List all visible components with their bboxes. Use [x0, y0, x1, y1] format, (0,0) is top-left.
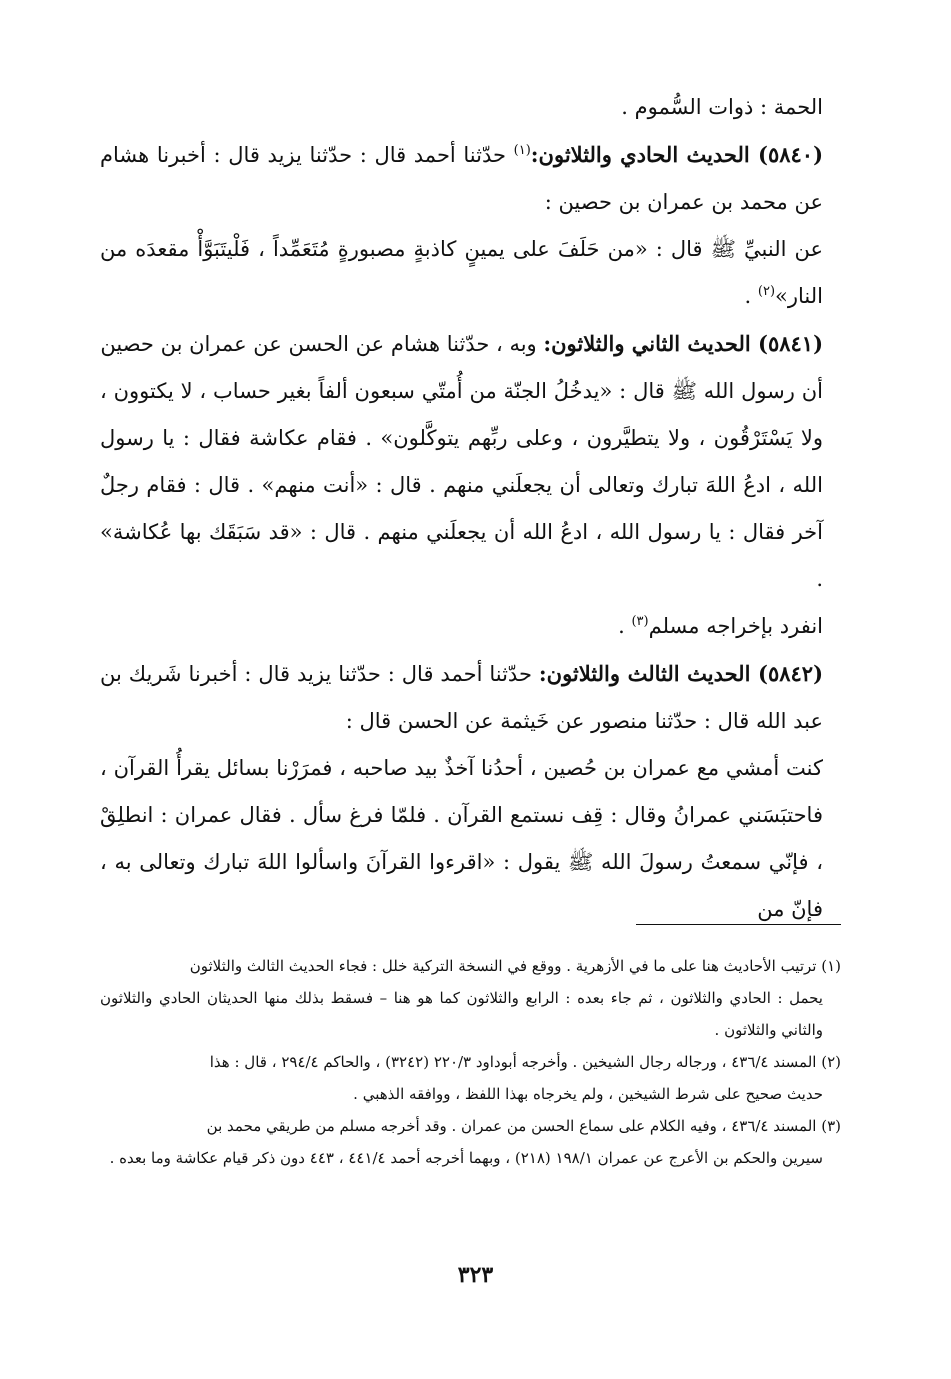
hadith-5842-chain: حدّثنا أحمد قال : حدّثنا يزيد قال : أخبرنا شَريك بن عبد الله قال : حدّثنا منصور عن خَيثمة عن الحسن قال :	[100, 662, 823, 733]
footnote-divider	[636, 924, 841, 925]
footnote-1-first: (١) ترتيب الأحاديث هنا على ما في الأزهرية . ووقع في النسخة التركية خلل : فجاء الحديث الثالث والثلاثون	[189, 957, 841, 975]
hadith-5841-matn: أن رسول الله ﷺ قال : «يدخُلُ الجنّة من أُمتّي سبعون ألفاً بغير حساب ، لا يكتوون ، ولا يَسْتَرْقُون ، ولا يتطيَّرون ، وعلى ربِّهم يتوكَّلون» . فقام عكاشة فقال : يا رسول الله ، ادعُ اللهَ تبارك وتعالى أن يجعلَني منهم . قال : «أنت منهم» . قال : فقام رجلٌ آخر فقال : يا رسول الله ، ادعُ الله أن يجعلَني منهم . قال : «قد سَبَقَك بها عُكاشة» .	[100, 379, 823, 591]
page-number: ٣٢٣	[457, 1262, 494, 1288]
footnote-ref-1: (١)	[513, 143, 531, 158]
footnote-2: (٢) المسند ٤٣٦/٤ ، ورجاله رجال الشيخين . وأخرجه أبوداود ٢٢٠/٣ (٣٢٤٢) ، والحاكم ٢٩٤/٤ ، قال : هذا	[209, 1053, 841, 1071]
hadith-5842-isnad	[100, 650, 841, 745]
footnote-ref-2: (٢)	[757, 284, 776, 299]
main-text	[100, 84, 841, 933]
footnote-ref-3: (٣)	[631, 614, 649, 629]
hadith-5841-title: (٥٨٤١) الحديث الثاني والثلاثون:	[543, 331, 823, 356]
gloss-line: الحمة : ذوات السُّموم .	[621, 95, 823, 119]
footnotes	[100, 950, 841, 1174]
hadith-5842-matn: كنت أمشي مع عمران بن حُصين ، أحدُنا آخذٌ بيد صاحبه ، فمرَرْنا بسائل يقرأُ القرآن ، فاحتبَسَني عمرانُ وقال : قِف نستمع القرآن . فلمّا فرغ سأل . فقال عمران : انطلِقْ ، فإنّي سمعتُ رسولَ الله ﷺ يقول : «اقرءوا القرآنَ واسألوا اللهَ تبارك وتعالى به ، فإنّ من	[100, 756, 823, 921]
hadith-5840-title: (٥٨٤٠) الحديث الحادي والثلاثون:	[530, 142, 824, 167]
hadith-5840-chain: حدّثنا أحمد قال : حدّثنا يزيد قال : أخبرنا هشام عن محمد بن عمران بن حصين :	[100, 143, 823, 214]
footnote-1-cont: يحمل : الحادي والثلاثون ، ثم جاء بعده : الرابع والثلاثون كما هو هنا – فسقط بذلك منها الحديثان الحادي والثلاثون والثاني والثلاثون .	[100, 989, 823, 1039]
hadith-5841-end: .	[618, 614, 632, 638]
hadith-5841-chain: وبه ، حدّثنا هشام عن الحسن عن عمران بن حصين	[100, 332, 544, 356]
footnote-1	[100, 950, 841, 982]
hadith-5842-title: (٥٨٤٢) الحديث الثالث والثلاثون:	[538, 661, 823, 686]
hadith-5841-exclusive-text: انفرد بإخراجه مسلم	[648, 614, 823, 638]
footnote-2-cont: حديث صحيح على شرط الشيخين ، ولم يخرجاه بهذا اللفظ ، ووافقه الذهبي .	[353, 1085, 823, 1103]
hadith-5841-exclusive	[100, 603, 841, 650]
hadith-5840-matn	[100, 226, 841, 320]
footnote-3: (٣) المسند ٤٣٦/٤ ، وفيه الكلام على سماع الحسن من عمران . وقد أخرجه مسلم من طريقي محمد بن	[206, 1117, 841, 1135]
hadith-5841-isnad	[100, 320, 841, 368]
hadith-5840-isnad	[100, 131, 841, 226]
footnote-3-cont: سيرين والحكم بن الأعرج عن عمران ١٩٨/١ (٢١٨) ، وبهما أخرجه أحمد ٤٤١/٤ ، ٤٤٣ دون ذكر قيام عكاشة وما بعده .	[109, 1149, 823, 1167]
hadith-5840-text: عن النبيِّ ﷺ قال : «من حَلَفَ على يمينٍ كاذبةٍ مصبورةٍ مُتَعَمِّداً ، فَلْيتَبَوَّأْ مقعدَه من النار»	[100, 237, 823, 308]
hadith-5840-end: .	[744, 284, 758, 308]
